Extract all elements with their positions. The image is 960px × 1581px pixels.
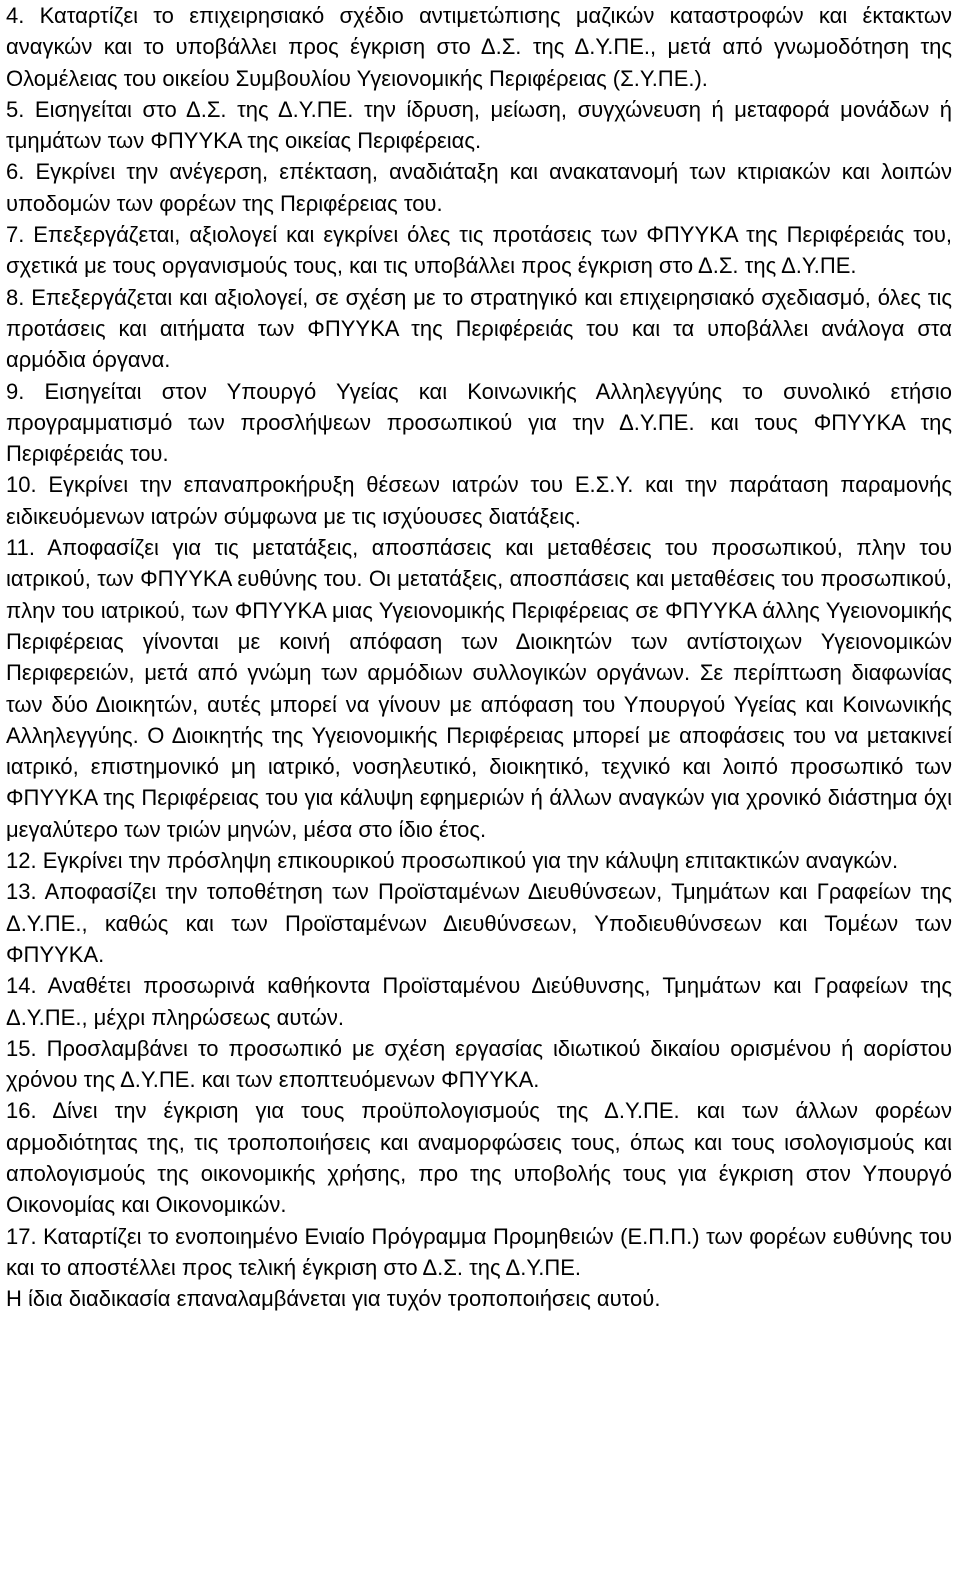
paragraph-item-4: 4. Καταρτίζει το επιχειρησιακό σχέδιο αντιμετώπισης μαζικών καταστροφών και έκτακτων αναγκών και το υποβάλλει προς έγκριση στο Δ.Σ. της Δ.Υ.ΠΕ., μετά από γνωμοδότηση της Ολομέλειας του οικείου Συμβουλίου Υγειονομικής Περιφέρειας (Σ.Υ.ΠΕ.). <box>6 3 952 91</box>
paragraph-item-14: 14. Αναθέτει προσωρινά καθήκοντα Προϊσταμένου Διεύθυνσης, Τμημάτων και Γραφείων της Δ.Υ.ΠΕ., μέχρι πληρώσεως αυτών. <box>6 973 952 1030</box>
closing-line: Η ίδια διαδικασία επαναλαμβάνεται για τυχόν τροποποιήσεις αυτού. <box>6 1286 661 1312</box>
paragraph-item-12: 12. Εγκρίνει την πρόσληψη επικουρικού προσωπικού για την κάλυψη επιτακτικών αναγκών. <box>6 848 899 874</box>
paragraph-item-6: 6. Εγκρίνει την ανέγερση, επέκταση, αναδιάταξη και ανακατανομή των κτιριακών και λοιπών υποδομών των φορέων της Περιφέρειας του. <box>6 159 952 216</box>
paragraph-item-5: 5. Εισηγείται στο Δ.Σ. της Δ.Υ.ΠΕ. την ίδρυση, μείωση, συγχώνευση ή μεταφορά μονάδων ή τμημάτων των ΦΠΥΥΚΑ της οικείας Περιφέρειας. <box>6 96 952 154</box>
paragraph-item-11: 11. Αποφασίζει για τις μετατάξεις, αποσπάσεις και μεταθέσεις του προσωπικού, πλην του ιατρικού, των ΦΠΥΥΚΑ ευθύνης του. Οι μετατάξεις, αποσπάσεις και μεταθέσεις του προσωπικού, πλην του ιατρικού, των ΦΠΥΥΚΑ μιας Υγειονομικής Περιφέρειας σε ΦΠΥΥΚΑ άλλης Υγειονομικής Περιφέρειας γίνονται με κοινή απόφαση των Διοικητών των αντίστοιχων Υγειονομικών Περιφερειών, μετά από γνώμη των αρμόδιων συλλογικών οργάνων. Σε περίπτωση διαφωνίας των δύο Διοικητών, αυτές μπορεί να γίνουν με απόφαση του Υπουργού Υγείας και Κοινωνικής Αλληλεγγύης. Ο Διοικητής της Υγειονομικής Περιφέρειας μπορεί με αποφάσεις του να μετακινεί ιατρικό, επιστημονικό μη ιατρικό, νοσηλευτικό, διοικητικό, τεχνικό και λοιπό προσωπικό των ΦΠΥΥΚΑ της Περιφέρειας του για κάλυψη εφημεριών ή άλλων αναγκών για χρονικό διάστημα όχι μεγαλύτερο των τριών μηνών, μέσα στο ίδιο έτος. <box>6 535 952 842</box>
paragraph-item-17: 17. Καταρτίζει το ενοποιημένο Ενιαίο Πρόγραμμα Προμηθειών (Ε.Π.Π.) των φορέων ευθύνης του και το αποστέλλει προς τελική έγκριση στο Δ.Σ. της Δ.Υ.ΠΕ. <box>6 1223 952 1280</box>
paragraph-item-10: 10. Εγκρίνει την επαναπροκήρυξη θέσεων ιατρών του Ε.Σ.Υ. και την παράταση παραμονής ειδικευόμενων ιατρών σύμφωνα με τις ισχύουσες διατάξεις. <box>6 472 952 529</box>
paragraph-item-7: 7. Επεξεργάζεται, αξιολογεί και εγκρίνει όλες τις προτάσεις των ΦΠΥΥΚΑ της Περιφέρειάς του, σχετικά με τους οργανισμούς τους, και τις υποβάλλει προς έγκριση στο Δ.Σ. της Δ.Υ.ΠΕ. <box>6 222 952 279</box>
paragraph-item-13: 13. Αποφασίζει την τοποθέτηση των Προϊσταμένων Διευθύνσεων, Τμημάτων και Γραφείων της Δ.Υ.ΠΕ., καθώς και των Προϊσταμένων Διευθύνσεων, Υποδιευθύνσεων και Τομέων των ΦΠΥΥΚΑ. <box>6 879 952 967</box>
paragraph-item-16: 16. Δίνει την έγκριση για τους προϋπολογισμούς της Δ.Υ.ΠΕ. και των άλλων φορέων αρμοδιότητας της, τις τροποποιήσεις και αναμορφώσεις τους, όπως και τους ισολογισμούς και απολογισμούς της οικονομικής χρήσης, προ της υποβολής τους για έγκριση στον Υπουργό Οικονομίας και Οικονομικών. <box>6 1098 952 1218</box>
paragraph-item-8: 8. Επεξεργάζεται και αξιολογεί, σε σχέση με το στρατηγικό και επιχειρησιακό σχεδιασμό, όλες τις προτάσεις και αιτήματα των ΦΠΥΥΚΑ της Περιφέρειάς του και τα υποβάλλει ανάλογα στα αρμόδια όργανα. <box>6 284 952 373</box>
paragraph-item-15: 15. Προσλαμβάνει το προσωπικό με σχέση εργασίας ιδιωτικού δικαίου ορισμένου ή αορίστου χρόνου της Δ.Υ.ΠΕ. και των εποπτευόμενων ΦΠΥΥΚΑ. <box>6 1035 952 1093</box>
paragraph-item-9: 9. Εισηγείται στον Υπουργό Υγείας και Κοινωνικής Αλληλεγγύης το συνολικό ετήσιο προγραμματισμό των προσλήψεων προσωπικού για την Δ.Υ.ΠΕ. και τους ΦΠΥΥΚΑ της Περιφέρειάς του. <box>6 378 952 467</box>
